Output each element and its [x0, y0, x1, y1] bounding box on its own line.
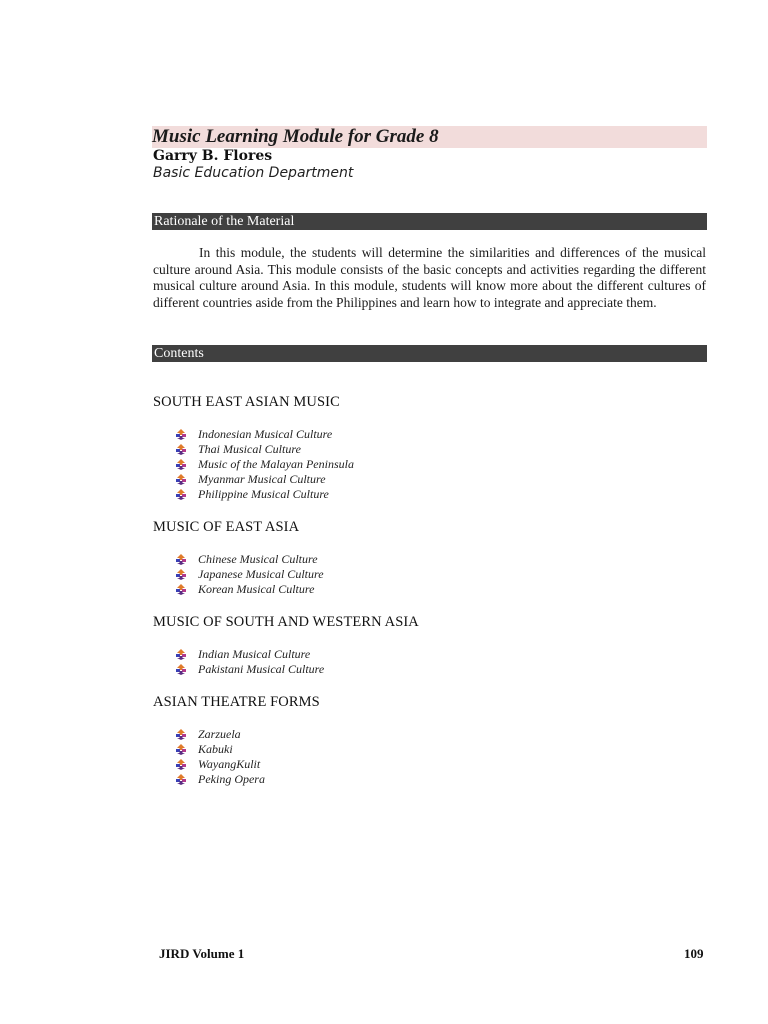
- list-item-label: Kabuki: [198, 742, 233, 756]
- list-item-label: Indian Musical Culture: [198, 647, 311, 661]
- bullet-icon: [176, 744, 186, 755]
- list-item-label: Myanmar Musical Culture: [198, 472, 326, 486]
- bullet-icon: [176, 649, 186, 660]
- bullet-icon: [176, 444, 186, 455]
- list-item-label: Pakistani Musical Culture: [198, 662, 325, 676]
- bullet-icon: [176, 729, 186, 740]
- rationale-heading-bar: Rationale of the Material: [152, 213, 707, 230]
- bullet-icon: [176, 474, 186, 485]
- section-title-south-western-asia: MUSIC OF SOUTH AND WESTERN ASIA: [153, 614, 419, 630]
- list-item: [176, 742, 265, 757]
- contents-heading-bar: Contents: [152, 345, 707, 362]
- bullet-icon: [176, 489, 186, 500]
- author-name: Garry B. Flores: [153, 148, 273, 164]
- list-item: [176, 772, 265, 787]
- section-title-theatre-forms: ASIAN THEATRE FORMS: [153, 694, 320, 710]
- list-item: [176, 442, 354, 457]
- bullet-icon: [176, 569, 186, 580]
- page-number: 109: [684, 946, 704, 961]
- list-item: [176, 727, 265, 742]
- list-item: [176, 457, 354, 472]
- list-item: [176, 582, 324, 597]
- list-south-western-asia: [176, 647, 324, 677]
- bullet-icon: [176, 459, 186, 470]
- list-item-label: Chinese Musical Culture: [198, 552, 318, 566]
- list-item-label: Philippine Musical Culture: [198, 487, 329, 501]
- list-item-label: Thai Musical Culture: [198, 442, 301, 456]
- bullet-icon: [176, 584, 186, 595]
- list-item: [176, 552, 324, 567]
- footer-journal: JIRD Volume 1: [159, 946, 245, 961]
- bullet-icon: [176, 429, 186, 440]
- list-east-asia: [176, 552, 324, 597]
- list-item: [176, 662, 324, 677]
- department: Basic Education Department: [153, 165, 354, 181]
- list-item: [176, 567, 324, 582]
- list-item: [176, 472, 354, 487]
- bullet-icon: [176, 774, 186, 785]
- list-item: [176, 757, 265, 772]
- list-item-label: Zarzuela: [198, 727, 241, 741]
- list-theatre-forms: [176, 727, 265, 787]
- bullet-icon: [176, 759, 186, 770]
- list-item-label: Japanese Musical Culture: [198, 567, 324, 581]
- bullet-icon: [176, 554, 186, 565]
- section-title-southeast-asia: SOUTH EAST ASIAN MUSIC: [153, 394, 340, 410]
- list-item: [176, 487, 354, 502]
- bullet-icon: [176, 664, 186, 675]
- list-item-label: Indonesian Musical Culture: [198, 427, 333, 441]
- list-southeast-asia: [176, 427, 354, 502]
- section-title-east-asia: MUSIC OF EAST ASIA: [153, 519, 300, 535]
- list-item-label: Korean Musical Culture: [198, 582, 315, 596]
- list-item-label: WayangKulit: [198, 757, 261, 771]
- list-item: [176, 427, 354, 442]
- list-item: [176, 647, 324, 662]
- rationale-paragraph: In this module, the students will determine the similarities and differences of the musical culture around Asia. This module consists of the basic concepts and activities regarding the different musical culture around Asia. In this module, students will know more about the different cultures of different countries aside from the Philippines and learn how to integrate and appreciate them.: [153, 245, 706, 310]
- list-item-label: Peking Opera: [198, 772, 265, 786]
- module-title: Music Learning Module for Grade 8: [152, 126, 707, 148]
- list-item-label: Music of the Malayan Peninsula: [198, 457, 354, 471]
